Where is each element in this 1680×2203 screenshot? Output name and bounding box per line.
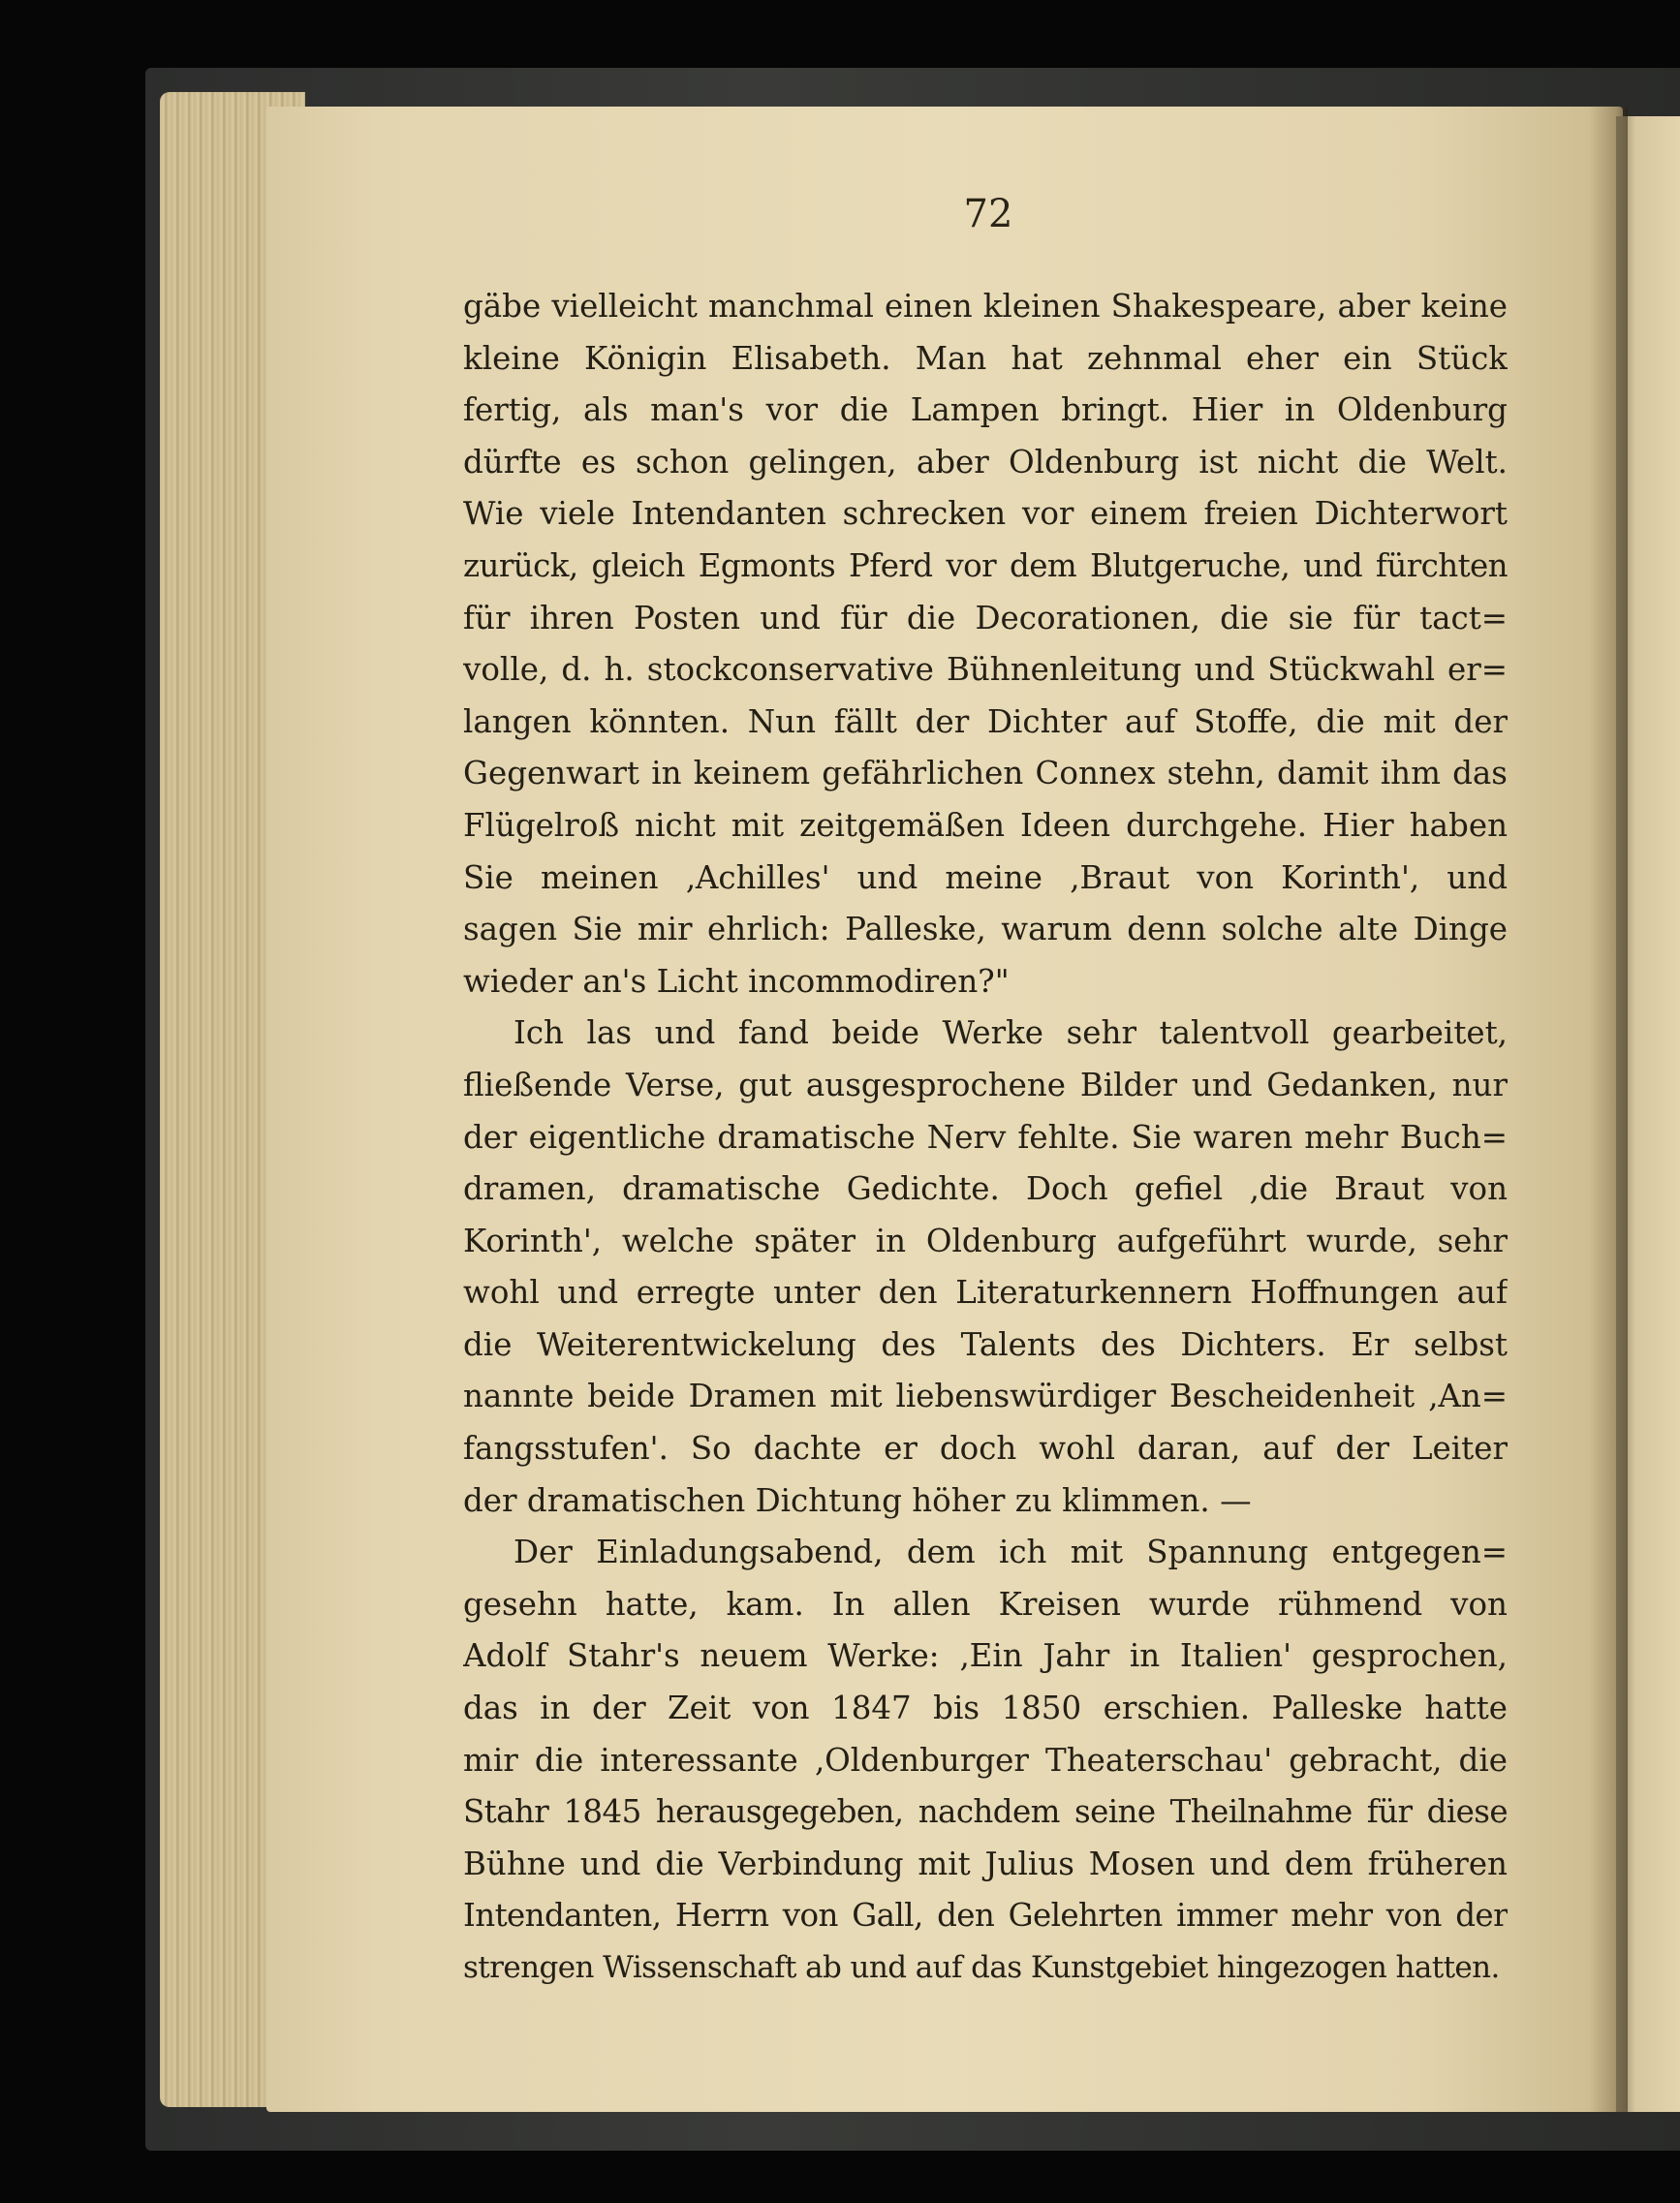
text-line: für ihren Posten und für die Decorationen, die sie für tact=	[463, 599, 1508, 636]
text-line: Sie meinen ‚Achilles' und meine ‚Braut von Korinth', und	[463, 858, 1508, 896]
text-line: volle, d. h. stockconservative Bühnenleitung und Stückwahl er=	[463, 651, 1508, 689]
page-gutter	[1589, 107, 1628, 2112]
body-text	[463, 281, 1508, 1995]
text-line: wieder an's Licht incommodiren?"	[463, 962, 1010, 1000]
text-line: die Weiterentwickelung des Talents des Dichters. Er selbst	[463, 1325, 1508, 1363]
text-line: der eigentliche dramatische Nerv fehlte. Sie waren mehr Buch=	[463, 1118, 1508, 1156]
text-line: zurück, gleich Egmonts Pferd vor dem Blutgeruche, und fürchten	[463, 546, 1508, 584]
text-line: Stahr 1845 herausgegeben, nachdem seine Theilnahme für diese	[463, 1793, 1508, 1831]
text-line: Gegenwart in keinem gefährlichen Connex stehn, damit ihm das	[463, 755, 1508, 792]
text-line: Korinth', welche später in Oldenburg aufgeführt wurde, sehr	[463, 1222, 1508, 1259]
text-line: fließende Verse, gut ausgesprochene Bilder und Gedanken, nur	[463, 1066, 1508, 1103]
text-line: der dramatischen Dichtung höher zu klimmen. —	[463, 1481, 1252, 1519]
text-line: strengen Wissenschaft ab und auf das Kunstgebiet hingezogen hatten.	[463, 1950, 1500, 1985]
text-line: gesehn hatte, kam. In allen Kreisen wurde rühmend von	[463, 1585, 1508, 1623]
text-line: sagen Sie mir ehrlich: Palleske, warum denn solche alte Dinge	[463, 911, 1508, 948]
text-line: wohl und erregte unter den Literaturkennern Hoffnungen auf	[463, 1274, 1508, 1312]
text-line: gäbe vielleicht manchmal einen kleinen Shakespeare, aber keine	[463, 288, 1508, 325]
text-line: Wie viele Intendanten schrecken vor einem freien Dichterwort	[463, 495, 1508, 533]
text-line: fertig, als man's vor die Lampen bringt. Hier in Oldenburg	[463, 391, 1508, 429]
text-line: Flügelroß nicht mit zeitgemäßen Ideen durchgehe. Hier haben	[463, 806, 1508, 844]
text-line: Bühne und die Verbindung mit Julius Mosen und dem früheren	[463, 1845, 1508, 1882]
text-line: Ich las und fand beide Werke sehr talentvoll gearbeitet,	[513, 1014, 1508, 1052]
text-line: Der Einladungsabend, dem ich mit Spannung entgegen=	[513, 1534, 1508, 1571]
text-line: dürfte es schon gelingen, aber Oldenburg ist nicht die Welt.	[463, 443, 1508, 481]
text-line: nannte beide Dramen mit liebenswürdiger Bescheidenheit ‚An=	[463, 1378, 1508, 1415]
page-number: 72	[963, 192, 1013, 236]
text-line: fangsstufen'. So dachte er doch wohl daran, auf der Leiter	[463, 1430, 1508, 1468]
text-line: kleine Königin Elisabeth. Man hat zehnmal eher ein Stück	[463, 339, 1508, 377]
text-line: dramen, dramatische Gedichte. Doch gefiel ‚die Braut von	[463, 1170, 1508, 1208]
text-line: das in der Zeit von 1847 bis 1850 erschien. Palleske hatte	[463, 1690, 1508, 1727]
text-line: Adolf Stahr's neuem Werke: ‚Ein Jahr in Italien' gesprochen,	[463, 1637, 1508, 1675]
text-line: Intendanten, Herrn von Gall, den Gelehrten immer mehr von der	[463, 1897, 1508, 1935]
text-line: langen könnten. Nun fällt der Dichter auf Stoffe, die mit der	[463, 702, 1508, 740]
text-line: mir die interessante ‚Oldenburger Theaterschau' gebracht, die	[463, 1741, 1508, 1779]
